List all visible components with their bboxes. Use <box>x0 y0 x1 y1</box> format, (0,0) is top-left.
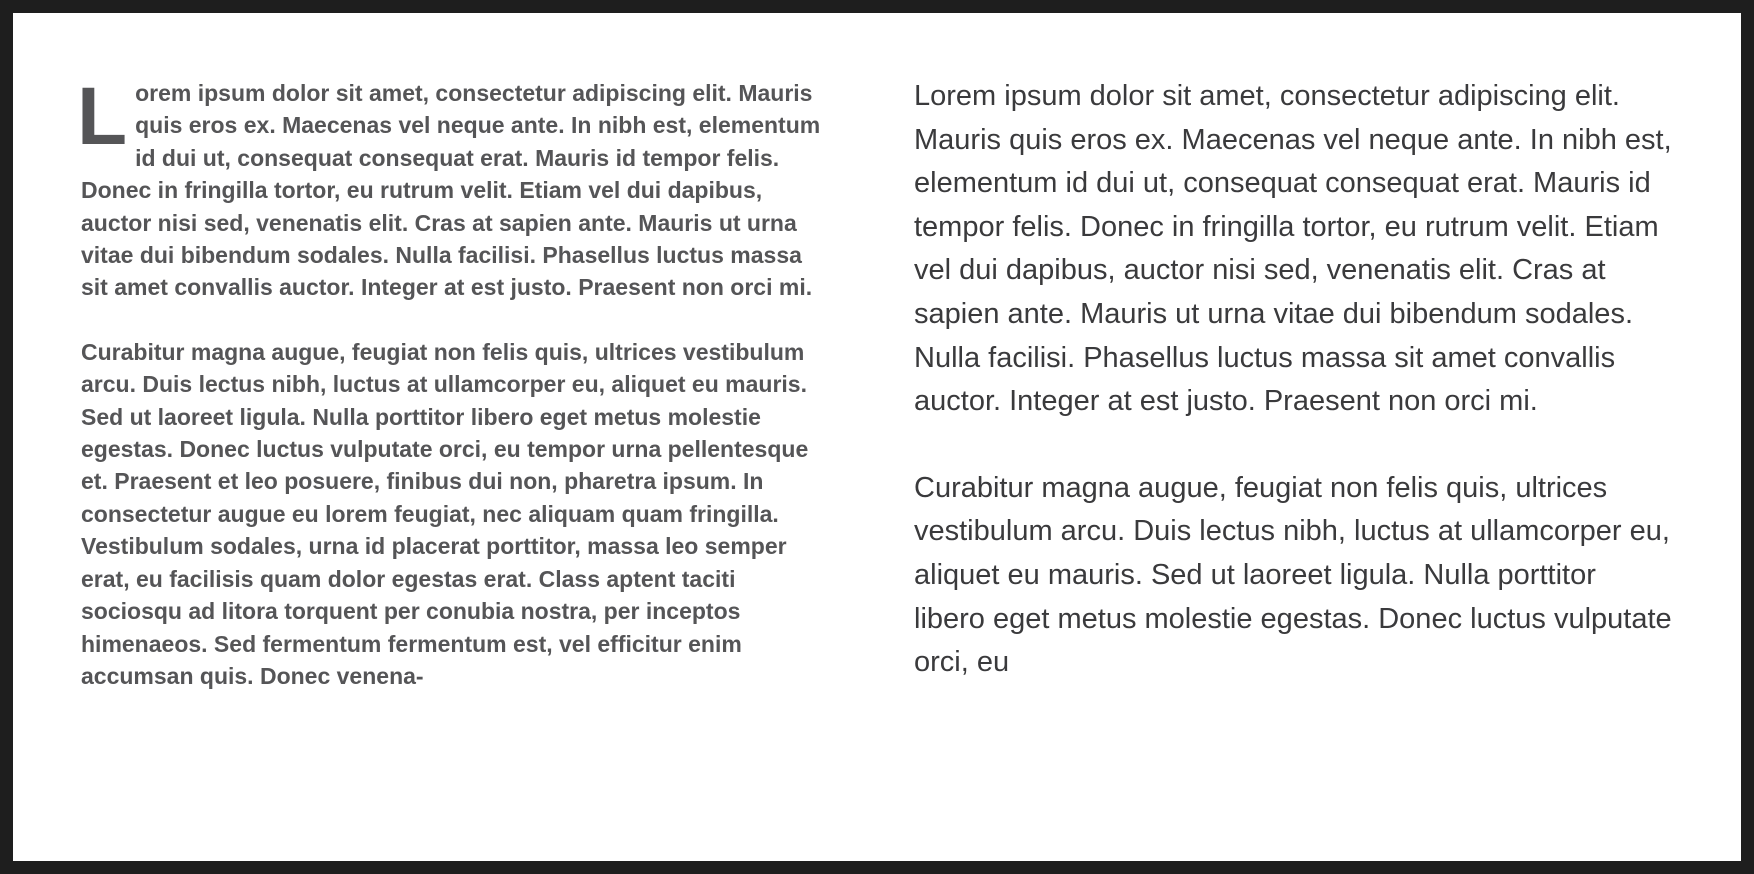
left-column <box>77 71 829 724</box>
left-paragraph-1 <box>77 71 829 304</box>
right-paragraph-1: Lorem ipsum dolor sit amet, consectetur adipiscing elit. Mauris quis eros ex. Maecenas vel neque ante. In nibh est, elementum id dui ut, consequat consequat erat. Mauris id tempor felis. Donec in fringilla tortor, eu rutrum velit. Etiam vel dui dapibus, auctor nisi sed, venenatis elit. Cras at sapien ante. Mauris ut urna vitae dui bibendum sodales. Nulla facilisi. Phasellus luctus massa sit amet convallis auctor. Integer at est justo. Praesent non orci mi. <box>914 80 1672 418</box>
document-page <box>13 13 1741 861</box>
left-paragraph-1-text: orem ipsum dolor sit amet, consectetur adipiscing elit. Mauris quis eros ex. Maecenas vel neque ante. In nibh est, elementum id dui ut, consequat consequat erat. Mauris id tempor felis. Donec in fringilla tortor, eu rutrum velit. Etiam vel dui dapibus, auctor nisi sed, venenatis elit. Cras at sapien ante. Mauris ut urna vitae dui bibendum sodales. Nulla facilisi. Phasellus luctus massa sit amet convallis auctor. Integer at est justo. Praesent non orci mi. <box>81 80 821 301</box>
right-paragraph-2: Curabitur magna augue, feugiat non felis quis, ultrices vestibulum arcu. Duis lectus nibh, luctus at ullamcorper eu, aliquet eu mauris. Sed ut laoreet ligula. Nulla porttitor libero eget metus molestie egestas. Donec luctus vulputate orci, eu <box>914 471 1672 679</box>
left-paragraph-2: Curabitur magna augue, feugiat non felis quis, ultrices vestibulum arcu. Duis lectus nibh, luctus at ullamcorper eu, aliquet eu mauris. Sed ut laoreet ligula. Nulla porttitor libero eget metus molestie egestas. Donec luctus vulputate orci, eu tempor urna pellentesque et. Praesent et leo posuere, finibus dui non, pharetra ipsum. In consectetur augue eu lorem feugiat, nec aliquam quam fringilla. Vestibulum sodales, urna id placerat porttitor, massa leo semper erat, eu facilisis quam dolor egestas erat. Class aptent taciti sociosqu ad litora torquent per conubia nostra, per inceptos himenaeos. Sed fermentum fermentum est, vel efficitur enim accumsan quis. Donec venena- <box>81 338 809 689</box>
dropcap-letter: L <box>77 71 128 162</box>
right-column <box>914 75 1674 728</box>
